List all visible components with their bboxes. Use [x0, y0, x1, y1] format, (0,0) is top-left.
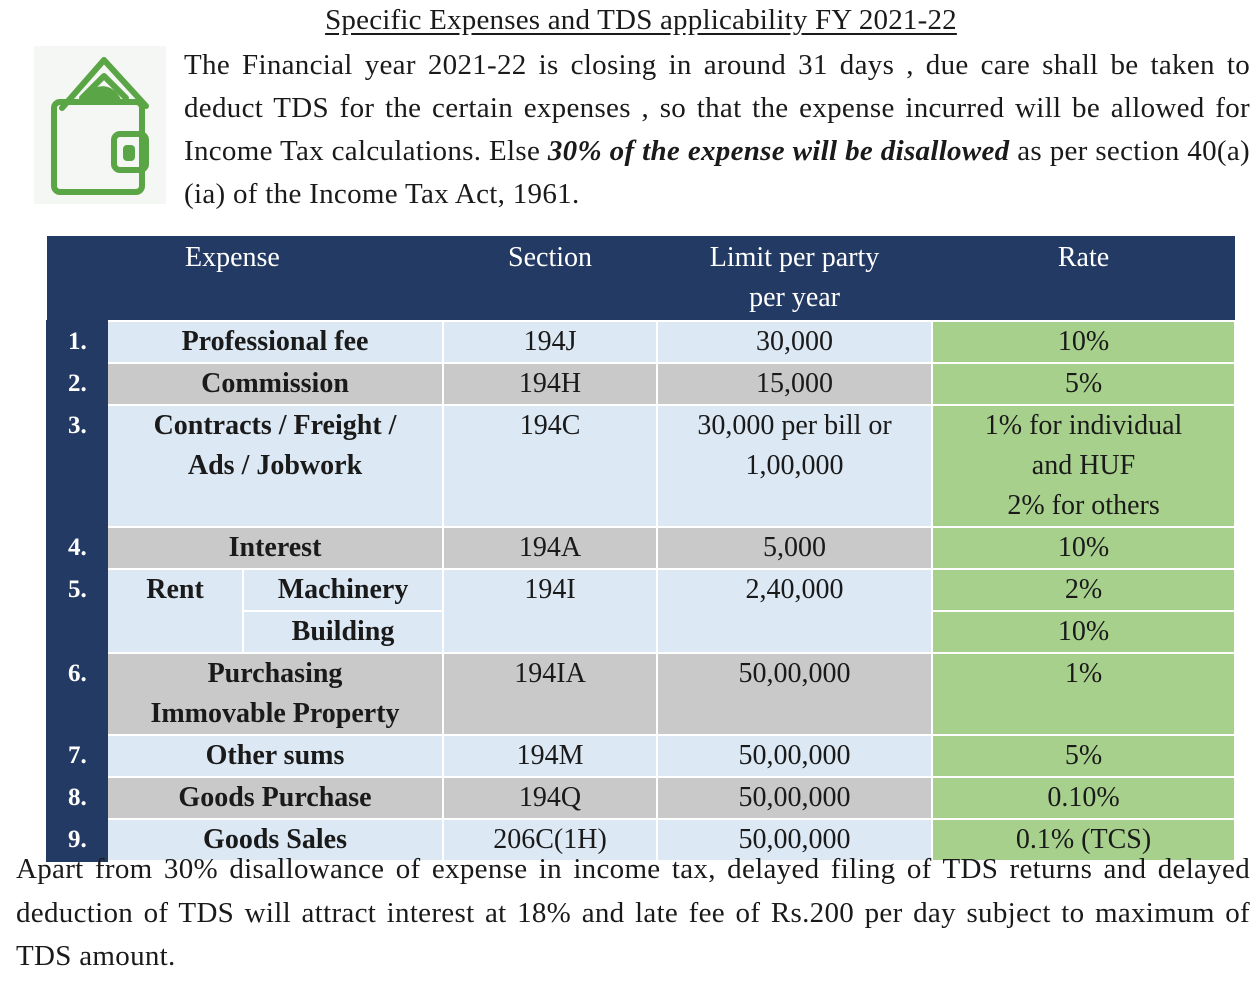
expense-cell: Professional fee: [107, 321, 443, 363]
row-number: 5.: [47, 569, 107, 653]
header-expense: Expense: [47, 236, 443, 321]
table-row: [47, 777, 1235, 819]
rent-subtype-cell: Building: [243, 611, 443, 653]
expense-cell: [107, 653, 443, 735]
expense-cell: Goods Sales: [107, 819, 443, 861]
expense-cell: Commission: [107, 363, 443, 405]
limit-cell: 50,00,000: [657, 777, 932, 819]
expense-line: Purchasing: [207, 658, 343, 689]
limit-line: 1,00,000: [745, 450, 844, 481]
rate-cell: 0.10%: [932, 777, 1235, 819]
rate-cell: 5%: [932, 363, 1235, 405]
intro-text-end: as per section 40(a)(ia) of the Income Tax Act, 1961.: [184, 135, 1250, 210]
row-number: 6.: [47, 653, 107, 735]
limit-cell: [657, 405, 932, 527]
table-row: [47, 405, 1235, 527]
limit-cell: 5,000: [657, 527, 932, 569]
intro-emphasis: 30% of the expense will be disallowed: [547, 135, 1010, 167]
limit-cell: 30,000: [657, 321, 932, 363]
rate-cell: 2%: [932, 569, 1235, 611]
header-limit: [657, 236, 932, 321]
limit-cell: 50,00,000: [657, 653, 932, 735]
header-limit-line1: Limit per party: [709, 242, 880, 273]
rent-subtype-cell: Machinery: [243, 569, 443, 611]
table-row: [47, 363, 1235, 405]
section-cell: 194C: [443, 405, 657, 527]
expense-cell: Other sums: [107, 735, 443, 777]
expense-line: Ads / Jobwork: [187, 450, 363, 481]
rate-cell: 10%: [932, 321, 1235, 363]
limit-cell: 2,40,000: [657, 569, 932, 653]
rate-line: and HUF: [1031, 450, 1136, 481]
expense-cell: Interest: [107, 527, 443, 569]
limit-cell: 50,00,000: [657, 819, 932, 861]
limit-cell: 15,000: [657, 363, 932, 405]
expense-cell: Rent: [107, 569, 243, 653]
section-cell: 194Q: [443, 777, 657, 819]
expense-line: Immovable Property: [150, 698, 400, 729]
table-row: [47, 321, 1235, 363]
row-number: 9.: [47, 819, 107, 861]
expense-line: Contracts / Freight /: [153, 410, 397, 441]
row-number: 3.: [47, 405, 107, 527]
rate-cell: 1%: [932, 653, 1235, 735]
table-row: [47, 653, 1235, 735]
table-row: [47, 527, 1235, 569]
expense-cell: Goods Purchase: [107, 777, 443, 819]
section-cell: 194M: [443, 735, 657, 777]
intro-paragraph: [184, 44, 1250, 216]
rate-line: 1% for individual: [984, 410, 1183, 441]
rate-cell: 0.1% (TCS): [932, 819, 1235, 861]
header-rate: Rate: [932, 236, 1235, 321]
row-number: 8.: [47, 777, 107, 819]
limit-line: 30,000 per bill or: [697, 410, 892, 441]
section-cell: 194H: [443, 363, 657, 405]
rate-cell: 5%: [932, 735, 1235, 777]
row-number: 2.: [47, 363, 107, 405]
footer-note: Apart from 30% disallowance of expense in income tax, delayed filing of TDS returns and delayed deduction of TDS will attract interest at 18% and late fee of Rs.200 per day subject to maximum of TDS amount.: [16, 853, 1250, 972]
section-cell: 194IA: [443, 653, 657, 735]
tds-table: [46, 236, 1236, 862]
limit-cell: 50,00,000: [657, 735, 932, 777]
header-limit-line2: per year: [749, 282, 840, 313]
table-row: [47, 569, 1235, 611]
row-number: 4.: [47, 527, 107, 569]
header-section: Section: [443, 236, 657, 321]
page-title: Specific Expenses and TDS applicability FY 2021-22: [325, 4, 957, 36]
section-cell: 194I: [443, 569, 657, 653]
row-number: 1.: [47, 321, 107, 363]
wallet-logo: [34, 46, 166, 204]
rate-cell: 10%: [932, 611, 1235, 653]
wallet-icon: [34, 46, 166, 204]
section-cell: 194A: [443, 527, 657, 569]
table-row: [47, 735, 1235, 777]
rate-cell: [932, 405, 1235, 527]
section-cell: 194J: [443, 321, 657, 363]
row-number: 7.: [47, 735, 107, 777]
expense-cell: [107, 405, 443, 527]
intro-text: The Financial year 2021-22 is closing in around 31 days , due care shall be taken to deduct TDS for the certain expenses , so that the expense incurred will be allowed for Income Tax calculations. Else: [184, 49, 1250, 167]
rate-cell: 10%: [932, 527, 1235, 569]
rate-line: 2% for others: [1007, 490, 1160, 521]
section-cell: 206C(1H): [443, 819, 657, 861]
table-header-row: [47, 236, 1235, 321]
